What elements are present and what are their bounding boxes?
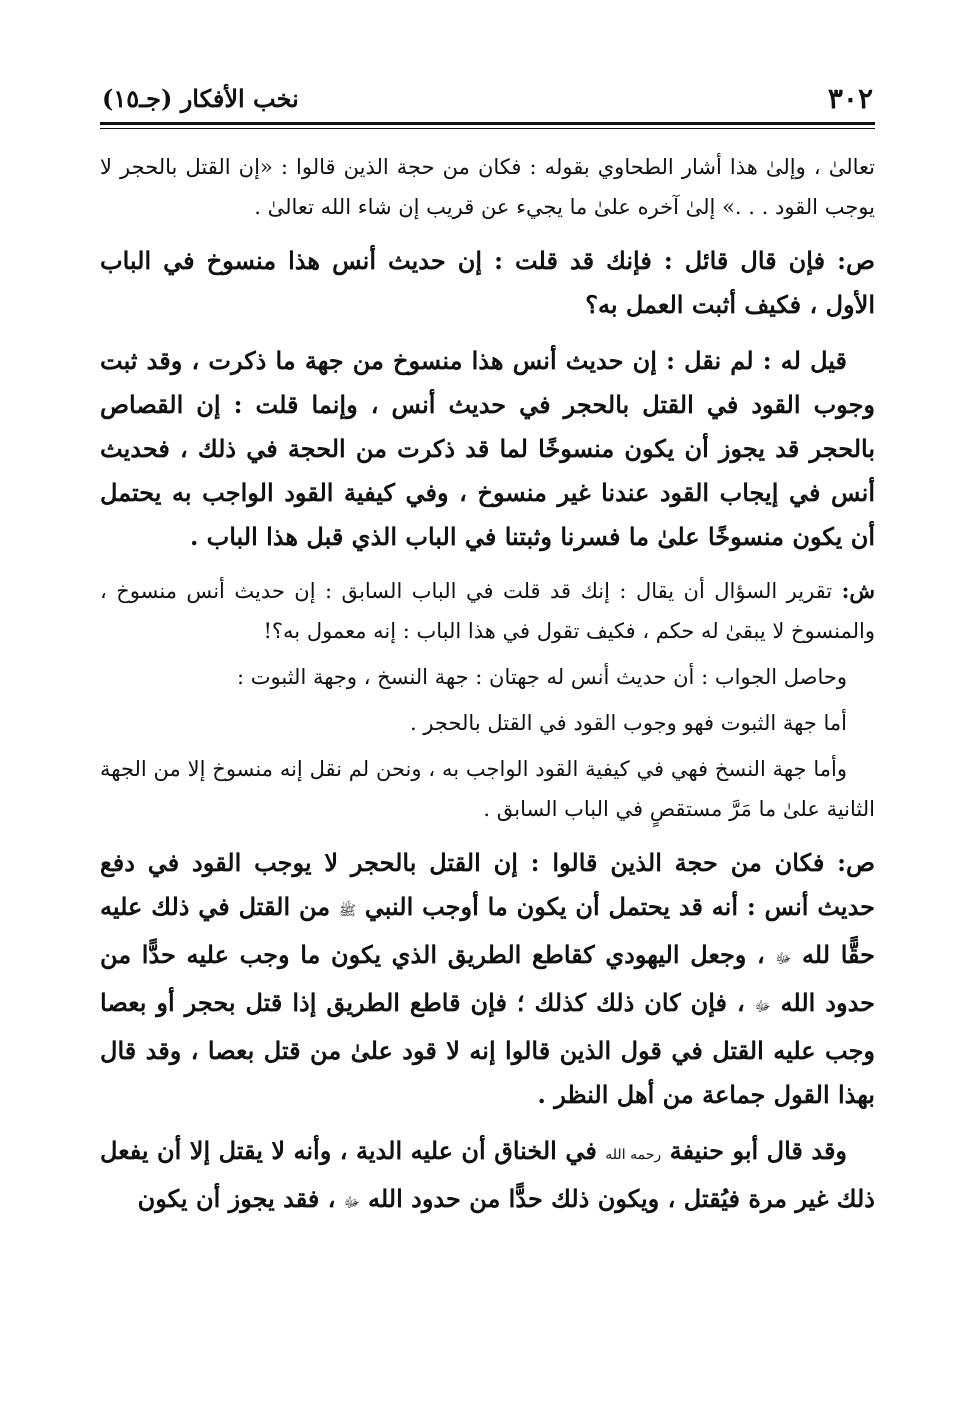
argument-text-d: ، فإن كان ذلك كذلك ؛ فإن قاطع الطريق إذا قتل بحجر أو بعصا وجب عليه القتل في قول الذين قالوا إنه لا قود علىٰ من قتل بعصا ، وقد قال بهذا القول جماعة من أهل النظر . <box>100 988 875 1109</box>
paragraph-proof-side: أما جهة الثبوت فهو وجوب القود في القتل بالحجر . <box>409 711 847 735</box>
running-title: نخب الأفكار (جـ١٥) <box>102 84 299 113</box>
commentary-text: تقرير السؤال أن يقال : إنك قد قلت في الباب السابق : إن حديث أنس منسوخ ، والمنسوخ لا يبقىٰ له حكم ، فكيف تقول في هذا الباب : إنه معمول به؟! <box>100 579 875 643</box>
paragraph-abu-hanifa <box>100 1129 875 1225</box>
argument-text-b: من القتل في ذلك عليه حقًّا لله <box>100 892 876 969</box>
azza-wajal-glyph-2: ﷻ <box>754 999 771 1015</box>
page-number: ٣٠٢ <box>827 82 873 115</box>
paragraph-abrogation-side: وأما جهة النسخ فهي في كيفية القود الواجب به ، ونحن لم نقل إنه منسوخ إلا من الجهة الثانية علىٰ ما مَرَّ مستقصٍ في الباب السابق . <box>100 757 875 821</box>
text-marker: ص: <box>837 246 876 275</box>
paragraph-intro: تعالىٰ ، وإلىٰ هذا أشار الطحاوي بقوله : فكان من حجة الذين قالوا : «إن القتل بالحجر لا يوجب القود . . .» إلىٰ آخره علىٰ ما يجيء عن قريب إن شاء الله تعالىٰ . <box>100 155 875 219</box>
rahimahullah-glyph: رحمه الله <box>605 1147 662 1163</box>
abu-hanifa-text-b: في الخناق أن عليه الدية ، وأنه لا يقتل إلا أن يفعل ذلك غير مرة فيُقتل ، ويكون ذلك حدًّا من حدود الله <box>100 1136 875 1213</box>
azza-wajal-glyph: ﷻ <box>775 951 792 967</box>
commentary-marker: ش: <box>841 578 875 603</box>
text-marker-2: ص: <box>837 848 875 877</box>
paragraph-commentary <box>100 571 875 651</box>
paragraph-text-question <box>100 239 875 327</box>
book-page <box>100 78 875 1225</box>
abu-hanifa-text-a: وقد قال أبو حنيفة <box>669 1136 848 1165</box>
paragraph-answer: قيل له : لم نقل : إن حديث أنس هذا منسوخ من جهة ما ذكرت ، وقد ثبت وجوب القود في القتل بالحجر في حديث أنس ، وإنما قلت : إن القصاص بالحجر قد يجوز أن يكون منسوخًا لما قد ذكرت من الحجة في ذلك ، فحديث أنس في إيجاب القود عندنا غير منسوخ ، وفي كيفية القود الواجب به يحتمل أن يكون منسوخًا علىٰ ما فسرنا وثبتنا في الباب الذي قبل هذا الباب . <box>100 346 875 551</box>
paragraph-summary: وحاصل الجواب : أن حديث أنس له جهتان : جهة النسخ ، وجهة الثبوت : <box>237 665 847 689</box>
abu-hanifa-text-c: ، فقد يجوز أن يكون <box>137 1184 336 1213</box>
azza-wajal-glyph-3: ﷻ <box>343 1195 360 1211</box>
question-text: فإن قال قائل : فإنك قد قلت : إن حديث أنس هذا منسوخ في الباب الأول ، فكيف أثبت العمل به؟ <box>100 246 875 319</box>
page-header <box>100 78 875 125</box>
salawat-glyph: ﷺ <box>338 903 356 919</box>
argument-text-a: فكان من حجة الذين قالوا : إن القتل بالحجر لا يوجب القود في دفع حديث أنس : أنه قد يحتمل أن يكون ما أوجب النبي <box>100 848 876 921</box>
page-body <box>100 125 875 1225</box>
paragraph-text-argument <box>100 841 875 1117</box>
argument-text-c: ، وجعل اليهودي كقاطع الطريق الذي يكون ما وجب عليه حدًّا من حدود الله <box>100 940 876 1017</box>
